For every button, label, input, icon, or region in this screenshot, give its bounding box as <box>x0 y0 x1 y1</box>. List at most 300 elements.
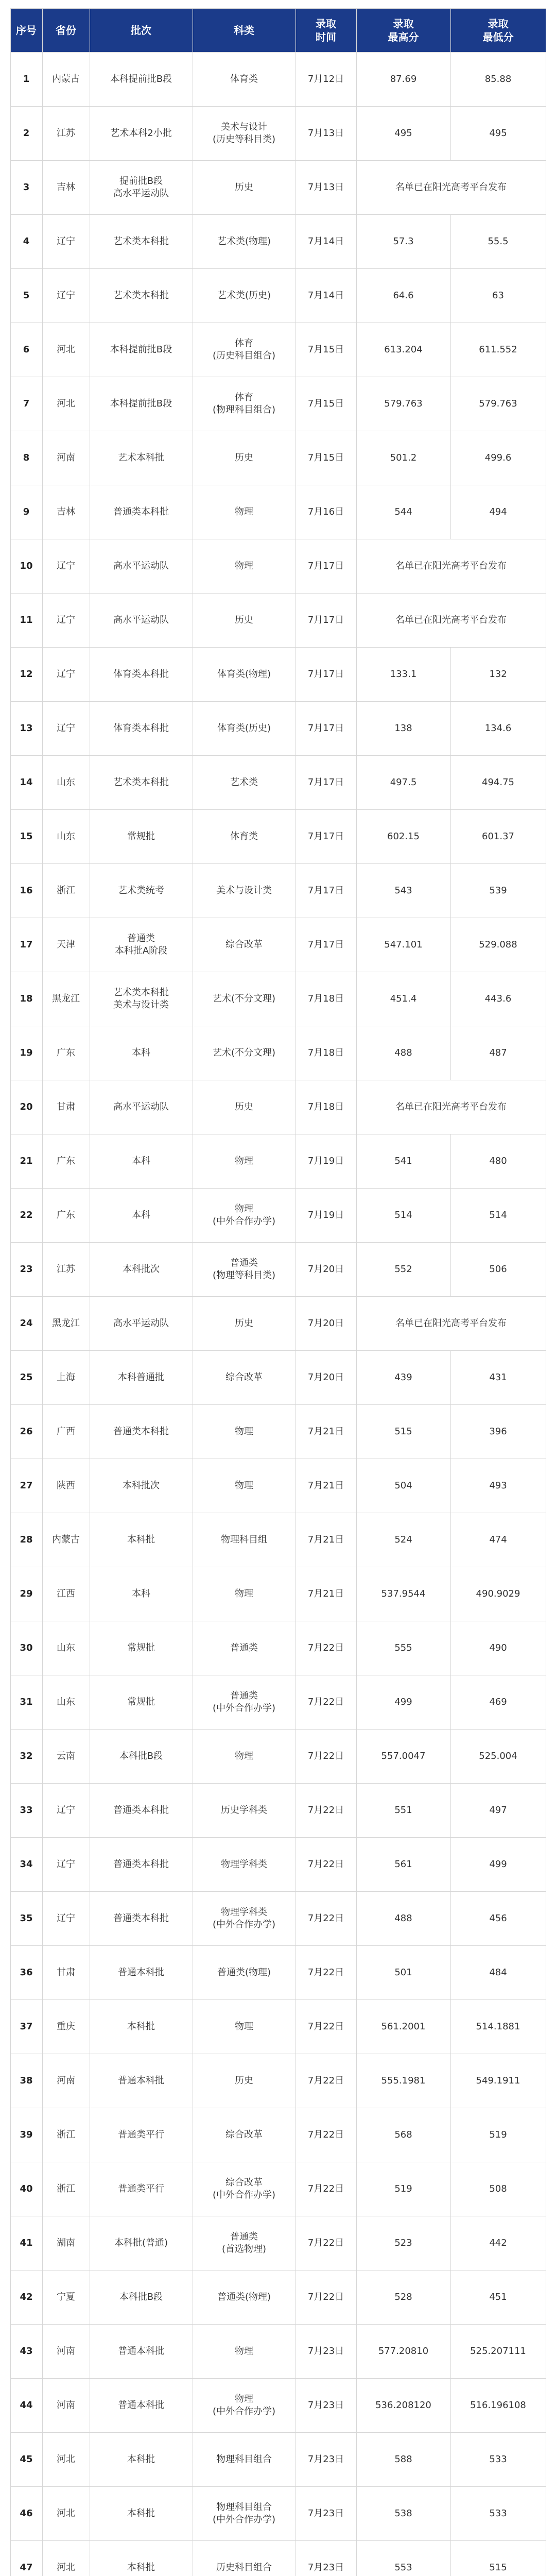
cell-max-score: 488 <box>356 1026 450 1080</box>
cell-date: 7月12日 <box>296 53 356 107</box>
cell-province: 内蒙古 <box>42 53 90 107</box>
cell-province: 广东 <box>42 1189 90 1243</box>
cell-max-score: 553 <box>356 2541 450 2576</box>
cell-max-score: 579.763 <box>356 377 450 431</box>
cell-date: 7月22日 <box>296 1946 356 2000</box>
cell-max-score: 568 <box>356 2108 450 2162</box>
cell-province: 河南 <box>42 2054 90 2108</box>
cell-min-score: 514 <box>450 1189 546 1243</box>
cell-max-score: 555 <box>356 1621 450 1675</box>
cell-category: 物理 (中外合作办学) <box>193 2379 296 2433</box>
cell-max-score: 64.6 <box>356 269 450 323</box>
cell-province: 辽宁 <box>42 1892 90 1946</box>
cell-category: 艺术(不分文理) <box>193 1026 296 1080</box>
cell-category: 体育类 <box>193 53 296 107</box>
cell-date: 7月22日 <box>296 1838 356 1892</box>
cell-batch: 高水平运动队 <box>90 1080 193 1134</box>
cell-category: 物理 <box>193 485 296 539</box>
cell-category: 普通类 <box>193 1621 296 1675</box>
cell-min-score: 469 <box>450 1675 546 1730</box>
header-row <box>10 9 546 53</box>
cell-category: 物理学科类 (中外合作办学) <box>193 1892 296 1946</box>
cell-index: 11 <box>10 594 42 648</box>
cell-province: 辽宁 <box>42 1784 90 1838</box>
cell-max-score: 524 <box>356 1513 450 1567</box>
table-row <box>10 1080 546 1134</box>
cell-index: 6 <box>10 323 42 377</box>
table-row <box>10 1567 546 1621</box>
table-row <box>10 1621 546 1675</box>
cell-category: 体育 (物理科目组合) <box>193 377 296 431</box>
cell-batch: 普通本科批 <box>90 2379 193 2433</box>
cell-province: 浙江 <box>42 2108 90 2162</box>
cell-max-score: 488 <box>356 1892 450 1946</box>
cell-date: 7月22日 <box>296 2162 356 2216</box>
cell-date: 7月14日 <box>296 269 356 323</box>
cell-batch: 普通类本科批 <box>90 485 193 539</box>
cell-batch: 普通类本科批 <box>90 1892 193 1946</box>
cell-category: 普通类 (物理等科目类) <box>193 1243 296 1297</box>
cell-province: 天津 <box>42 918 90 972</box>
cell-max-score: 523 <box>356 2216 450 2270</box>
table-row <box>10 2487 546 2541</box>
cell-date: 7月17日 <box>296 702 356 756</box>
cell-date: 7月22日 <box>296 1784 356 1838</box>
cell-min-score: 85.88 <box>450 53 546 107</box>
cell-batch: 本科批 <box>90 2541 193 2576</box>
cell-category: 物理 <box>193 1459 296 1513</box>
cell-province: 河北 <box>42 323 90 377</box>
cell-date: 7月22日 <box>296 1621 356 1675</box>
cell-province: 湖南 <box>42 2216 90 2270</box>
cell-batch: 本科批B段 <box>90 1730 193 1784</box>
cell-note: 名单已在阳光高考平台发布 <box>356 1297 546 1351</box>
cell-batch: 本科提前批B段 <box>90 53 193 107</box>
cell-date: 7月19日 <box>296 1134 356 1189</box>
cell-date: 7月21日 <box>296 1405 356 1459</box>
cell-batch: 普通类平行 <box>90 2108 193 2162</box>
cell-min-score: 514.1881 <box>450 2000 546 2054</box>
table-row <box>10 1026 546 1080</box>
table-row <box>10 648 546 702</box>
table-row <box>10 810 546 864</box>
cell-category: 艺术类 <box>193 756 296 810</box>
cell-min-score: 490 <box>450 1621 546 1675</box>
table-body <box>10 53 546 2576</box>
table-row <box>10 1351 546 1405</box>
cell-index: 37 <box>10 2000 42 2054</box>
cell-min-score: 533 <box>450 2433 546 2487</box>
table-row <box>10 594 546 648</box>
table-row <box>10 1513 546 1567</box>
cell-index: 36 <box>10 1946 42 2000</box>
table-row <box>10 2379 546 2433</box>
cell-date: 7月15日 <box>296 323 356 377</box>
cell-index: 44 <box>10 2379 42 2433</box>
cell-province: 辽宁 <box>42 269 90 323</box>
cell-province: 辽宁 <box>42 215 90 269</box>
cell-batch: 本科批次 <box>90 1243 193 1297</box>
cell-category: 普通类(物理) <box>193 1946 296 2000</box>
cell-province: 上海 <box>42 1351 90 1405</box>
cell-date: 7月18日 <box>296 1080 356 1134</box>
cell-date: 7月23日 <box>296 2325 356 2379</box>
cell-index: 10 <box>10 539 42 594</box>
cell-date: 7月23日 <box>296 2541 356 2576</box>
cell-category: 体育 (历史科目组合) <box>193 323 296 377</box>
cell-max-score: 495 <box>356 107 450 161</box>
cell-index: 23 <box>10 1243 42 1297</box>
cell-index: 17 <box>10 918 42 972</box>
cell-batch: 普通类本科批 <box>90 1838 193 1892</box>
cell-min-score: 443.6 <box>450 972 546 1026</box>
cell-max-score: 551 <box>356 1784 450 1838</box>
header-date: 录取 时间 <box>296 9 356 53</box>
cell-batch: 本科批B段 <box>90 2270 193 2325</box>
cell-province: 浙江 <box>42 2162 90 2216</box>
cell-date: 7月23日 <box>296 2433 356 2487</box>
cell-index: 12 <box>10 648 42 702</box>
cell-batch: 本科 <box>90 1189 193 1243</box>
cell-category: 综合改革 <box>193 2108 296 2162</box>
cell-index: 28 <box>10 1513 42 1567</box>
cell-min-score: 495 <box>450 107 546 161</box>
cell-province: 河北 <box>42 377 90 431</box>
cell-date: 7月23日 <box>296 2379 356 2433</box>
table-row <box>10 2108 546 2162</box>
cell-category: 综合改革 <box>193 918 296 972</box>
cell-batch: 本科提前批B段 <box>90 377 193 431</box>
cell-min-score: 494 <box>450 485 546 539</box>
table-header <box>10 9 546 53</box>
cell-index: 5 <box>10 269 42 323</box>
cell-max-score: 514 <box>356 1189 450 1243</box>
cell-index: 39 <box>10 2108 42 2162</box>
cell-batch: 普通本科批 <box>90 2054 193 2108</box>
cell-min-score: 396 <box>450 1405 546 1459</box>
cell-index: 30 <box>10 1621 42 1675</box>
cell-category: 艺术类(历史) <box>193 269 296 323</box>
table-row <box>10 377 546 431</box>
cell-note: 名单已在阳光高考平台发布 <box>356 1080 546 1134</box>
cell-batch: 提前批B段 高水平运动队 <box>90 161 193 215</box>
cell-index: 31 <box>10 1675 42 1730</box>
table-row <box>10 269 546 323</box>
cell-date: 7月22日 <box>296 2270 356 2325</box>
cell-province: 广东 <box>42 1026 90 1080</box>
cell-min-score: 506 <box>450 1243 546 1297</box>
cell-batch: 体育类本科批 <box>90 702 193 756</box>
header-category: 科类 <box>193 9 296 53</box>
cell-date: 7月17日 <box>296 918 356 972</box>
cell-max-score: 555.1981 <box>356 2054 450 2108</box>
cell-min-score: 516.196108 <box>450 2379 546 2433</box>
cell-date: 7月17日 <box>296 756 356 810</box>
cell-index: 27 <box>10 1459 42 1513</box>
cell-date: 7月22日 <box>296 1892 356 1946</box>
cell-max-score: 561 <box>356 1838 450 1892</box>
cell-province: 河北 <box>42 2541 90 2576</box>
cell-index: 47 <box>10 2541 42 2576</box>
cell-category: 美术与设计 (历史等科目类) <box>193 107 296 161</box>
cell-max-score: 552 <box>356 1243 450 1297</box>
cell-min-score: 487 <box>450 1026 546 1080</box>
cell-index: 13 <box>10 702 42 756</box>
cell-min-score: 480 <box>450 1134 546 1189</box>
cell-max-score: 541 <box>356 1134 450 1189</box>
cell-date: 7月15日 <box>296 377 356 431</box>
cell-category: 物理学科类 <box>193 1838 296 1892</box>
cell-max-score: 537.9544 <box>356 1567 450 1621</box>
cell-batch: 普通类平行 <box>90 2162 193 2216</box>
cell-max-score: 577.20810 <box>356 2325 450 2379</box>
cell-category: 物理科目组合 (中外合作办学) <box>193 2487 296 2541</box>
cell-province: 辽宁 <box>42 648 90 702</box>
cell-batch: 本科提前批B段 <box>90 323 193 377</box>
cell-date: 7月17日 <box>296 594 356 648</box>
cell-category: 历史 <box>193 1297 296 1351</box>
cell-date: 7月21日 <box>296 1459 356 1513</box>
cell-date: 7月15日 <box>296 431 356 485</box>
cell-max-score: 499 <box>356 1675 450 1730</box>
cell-max-score: 538 <box>356 2487 450 2541</box>
cell-index: 3 <box>10 161 42 215</box>
cell-date: 7月18日 <box>296 1026 356 1080</box>
cell-index: 38 <box>10 2054 42 2108</box>
cell-max-score: 504 <box>356 1459 450 1513</box>
cell-category: 历史 <box>193 1080 296 1134</box>
cell-max-score: 497.5 <box>356 756 450 810</box>
cell-batch: 常规批 <box>90 810 193 864</box>
cell-index: 20 <box>10 1080 42 1134</box>
cell-date: 7月22日 <box>296 1730 356 1784</box>
cell-date: 7月14日 <box>296 215 356 269</box>
cell-max-score: 133.1 <box>356 648 450 702</box>
cell-min-score: 493 <box>450 1459 546 1513</box>
cell-min-score: 601.37 <box>450 810 546 864</box>
cell-note: 名单已在阳光高考平台发布 <box>356 539 546 594</box>
cell-max-score: 519 <box>356 2162 450 2216</box>
cell-province: 山东 <box>42 1675 90 1730</box>
cell-min-score: 529.088 <box>450 918 546 972</box>
cell-min-score: 533 <box>450 2487 546 2541</box>
cell-date: 7月20日 <box>296 1351 356 1405</box>
cell-category: 历史 <box>193 431 296 485</box>
cell-min-score: 525.207111 <box>450 2325 546 2379</box>
table-row <box>10 2325 546 2379</box>
cell-min-score: 134.6 <box>450 702 546 756</box>
cell-province: 吉林 <box>42 161 90 215</box>
cell-category: 物理 <box>193 2325 296 2379</box>
table-row <box>10 2054 546 2108</box>
cell-category: 综合改革 <box>193 1351 296 1405</box>
cell-province: 黑龙江 <box>42 972 90 1026</box>
table-row <box>10 1946 546 2000</box>
cell-batch: 艺术类本科批 美术与设计类 <box>90 972 193 1026</box>
cell-min-score: 63 <box>450 269 546 323</box>
header-province: 省份 <box>42 9 90 53</box>
cell-date: 7月17日 <box>296 810 356 864</box>
cell-index: 33 <box>10 1784 42 1838</box>
cell-batch: 本科批(普通) <box>90 2216 193 2270</box>
table-row <box>10 1459 546 1513</box>
cell-province: 宁夏 <box>42 2270 90 2325</box>
table-row <box>10 53 546 107</box>
cell-min-score: 451 <box>450 2270 546 2325</box>
cell-batch: 本科 <box>90 1567 193 1621</box>
cell-batch: 本科批 <box>90 1513 193 1567</box>
cell-batch: 艺术类本科批 <box>90 756 193 810</box>
cell-date: 7月23日 <box>296 2487 356 2541</box>
cell-date: 7月22日 <box>296 2000 356 2054</box>
cell-index: 42 <box>10 2270 42 2325</box>
cell-category: 物理 <box>193 1134 296 1189</box>
cell-min-score: 611.552 <box>450 323 546 377</box>
cell-min-score: 579.763 <box>450 377 546 431</box>
cell-index: 14 <box>10 756 42 810</box>
table-row <box>10 215 546 269</box>
cell-batch: 普通类本科批 <box>90 1405 193 1459</box>
cell-category: 物理科目组 <box>193 1513 296 1567</box>
cell-category: 历史科目组合 <box>193 2541 296 2576</box>
cell-province: 山东 <box>42 810 90 864</box>
cell-index: 16 <box>10 864 42 918</box>
cell-province: 云南 <box>42 1730 90 1784</box>
header-min-score: 录取 最低分 <box>450 9 546 53</box>
cell-category: 体育类(物理) <box>193 648 296 702</box>
cell-date: 7月17日 <box>296 864 356 918</box>
cell-min-score: 539 <box>450 864 546 918</box>
cell-index: 7 <box>10 377 42 431</box>
cell-category: 历史学科类 <box>193 1784 296 1838</box>
cell-batch: 艺术本科2小批 <box>90 107 193 161</box>
cell-date: 7月20日 <box>296 1243 356 1297</box>
cell-date: 7月18日 <box>296 972 356 1026</box>
cell-category: 普通类 (中外合作办学) <box>193 1675 296 1730</box>
cell-max-score: 501.2 <box>356 431 450 485</box>
cell-index: 18 <box>10 972 42 1026</box>
cell-category: 物理 <box>193 1405 296 1459</box>
cell-category: 体育类(历史) <box>193 702 296 756</box>
cell-category: 美术与设计类 <box>193 864 296 918</box>
cell-category: 历史 <box>193 594 296 648</box>
table-row <box>10 1405 546 1459</box>
table-row <box>10 1189 546 1243</box>
cell-batch: 艺术类本科批 <box>90 215 193 269</box>
table-row <box>10 323 546 377</box>
cell-category: 历史 <box>193 2054 296 2108</box>
cell-index: 4 <box>10 215 42 269</box>
table-row <box>10 972 546 1026</box>
table-row <box>10 864 546 918</box>
cell-index: 19 <box>10 1026 42 1080</box>
cell-category: 物理 <box>193 1567 296 1621</box>
table-row <box>10 2216 546 2270</box>
table-row <box>10 918 546 972</box>
cell-batch: 本科批 <box>90 2487 193 2541</box>
cell-date: 7月22日 <box>296 2108 356 2162</box>
cell-date: 7月17日 <box>296 539 356 594</box>
cell-max-score: 547.101 <box>356 918 450 972</box>
cell-min-score: 474 <box>450 1513 546 1567</box>
cell-max-score: 528 <box>356 2270 450 2325</box>
cell-batch: 普通本科批 <box>90 1946 193 2000</box>
cell-min-score: 456 <box>450 1892 546 1946</box>
cell-batch: 普通类 本科批A阶段 <box>90 918 193 972</box>
table-row <box>10 1297 546 1351</box>
cell-category: 艺术(不分文理) <box>193 972 296 1026</box>
cell-date: 7月16日 <box>296 485 356 539</box>
cell-index: 29 <box>10 1567 42 1621</box>
cell-province: 江西 <box>42 1567 90 1621</box>
table-row <box>10 485 546 539</box>
cell-max-score: 613.204 <box>356 323 450 377</box>
cell-date: 7月22日 <box>296 2054 356 2108</box>
cell-index: 8 <box>10 431 42 485</box>
cell-max-score: 439 <box>356 1351 450 1405</box>
table-row <box>10 756 546 810</box>
cell-province: 河南 <box>42 2325 90 2379</box>
cell-province: 河南 <box>42 2379 90 2433</box>
table-row <box>10 1675 546 1730</box>
table-row <box>10 1892 546 1946</box>
cell-max-score: 57.3 <box>356 215 450 269</box>
cell-max-score: 588 <box>356 2433 450 2487</box>
cell-date: 7月13日 <box>296 161 356 215</box>
cell-province: 重庆 <box>42 2000 90 2054</box>
cell-index: 43 <box>10 2325 42 2379</box>
cell-province: 甘肃 <box>42 1080 90 1134</box>
cell-max-score: 544 <box>356 485 450 539</box>
cell-province: 河北 <box>42 2487 90 2541</box>
cell-province: 辽宁 <box>42 1838 90 1892</box>
cell-max-score: 557.0047 <box>356 1730 450 1784</box>
cell-batch: 本科批 <box>90 2433 193 2487</box>
cell-max-score: 87.69 <box>356 53 450 107</box>
cell-min-score: 499 <box>450 1838 546 1892</box>
cell-batch: 本科批 <box>90 2000 193 2054</box>
cell-date: 7月22日 <box>296 2216 356 2270</box>
cell-province: 广东 <box>42 1134 90 1189</box>
table-row <box>10 1838 546 1892</box>
cell-batch: 本科 <box>90 1134 193 1189</box>
cell-batch: 高水平运动队 <box>90 539 193 594</box>
cell-date: 7月13日 <box>296 107 356 161</box>
cell-date: 7月19日 <box>296 1189 356 1243</box>
cell-province: 山东 <box>42 1621 90 1675</box>
cell-category: 艺术类(物理) <box>193 215 296 269</box>
cell-province: 江苏 <box>42 1243 90 1297</box>
cell-date: 7月21日 <box>296 1567 356 1621</box>
cell-category: 物理 <box>193 539 296 594</box>
table-row <box>10 1243 546 1297</box>
cell-min-score: 490.9029 <box>450 1567 546 1621</box>
cell-max-score: 138 <box>356 702 450 756</box>
cell-index: 26 <box>10 1405 42 1459</box>
cell-province: 吉林 <box>42 485 90 539</box>
header-max-score: 录取 最高分 <box>356 9 450 53</box>
cell-index: 32 <box>10 1730 42 1784</box>
cell-category: 物理 (中外合作办学) <box>193 1189 296 1243</box>
cell-province: 广西 <box>42 1405 90 1459</box>
cell-min-score: 484 <box>450 1946 546 2000</box>
cell-category: 物理 <box>193 1730 296 1784</box>
cell-category: 普通类 (首选物理) <box>193 2216 296 2270</box>
cell-max-score: 561.2001 <box>356 2000 450 2054</box>
header-batch: 批次 <box>90 9 193 53</box>
table-row <box>10 2270 546 2325</box>
cell-max-score: 602.15 <box>356 810 450 864</box>
